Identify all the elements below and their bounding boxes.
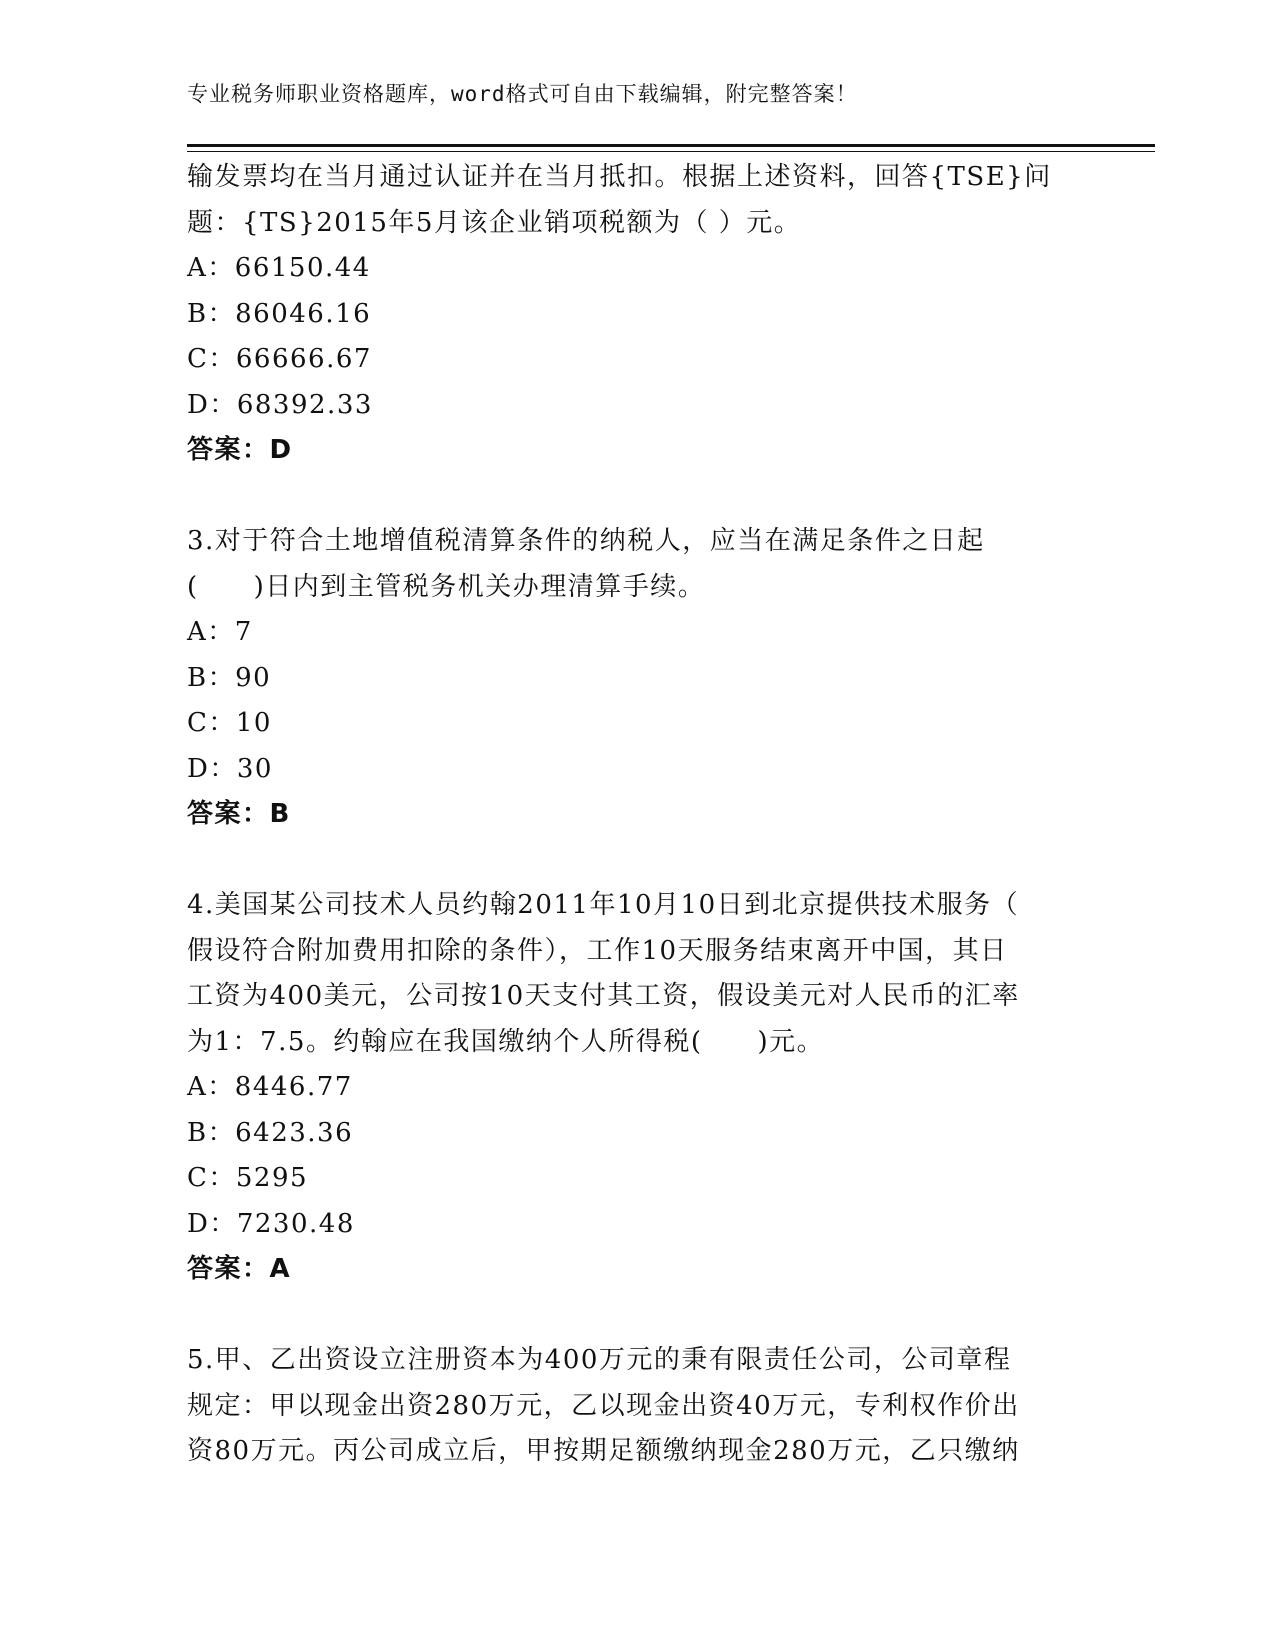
option-a: A：7 — [187, 617, 253, 647]
question-text-line: 4.美国某公司技术人员约翰2011年10月10日到北京提供技术服务（ — [187, 890, 1020, 920]
answer-line: 答案：D — [187, 435, 293, 465]
question-text-line: 题：{TS}2015年5月该企业销项税额为（ ）元。 — [187, 207, 802, 238]
option-a: A：8446.77 — [187, 1072, 353, 1102]
option-c: C：66666.67 — [187, 344, 372, 374]
option-a: A：66150.44 — [187, 253, 371, 283]
question-block — [187, 883, 1077, 1293]
answer-line: 答案：B — [187, 799, 291, 829]
option-b: B：6423.36 — [187, 1117, 354, 1148]
question-block — [187, 519, 1077, 838]
question-text-line: 资80万元。丙公司成立后，甲按期足额缴纳现金280万元，乙只缴纳 — [187, 1436, 1020, 1466]
option-c: C：10 — [187, 708, 272, 738]
option-d: D：68392.33 — [187, 389, 373, 420]
spacer — [187, 1293, 1077, 1339]
question-block — [187, 1338, 1077, 1475]
question-text-line: 输发票均在当月通过认证并在当月抵扣。根据上述资料，回答{TSE}问 — [187, 162, 1052, 192]
question-text-line: ( )日内到主管税务机关办理清算手续。 — [187, 571, 706, 602]
spacer — [187, 838, 1077, 884]
question-text-line: 5.甲、乙出资设立注册资本为400万元的秉有限责任公司，公司章程 — [187, 1345, 1012, 1375]
spacer — [187, 474, 1077, 520]
header-note: 专业税务师职业资格题库，word格式可自由下载编辑，附完整答案！ — [187, 82, 858, 106]
option-b: B：86046.16 — [187, 298, 372, 329]
option-c: C：5295 — [187, 1163, 309, 1193]
question-text-line: 工资为400美元，公司按10天支付其工资，假设美元对人民币的汇率 — [187, 981, 1020, 1011]
option-d: D：7230.48 — [187, 1208, 355, 1239]
question-list — [187, 155, 1077, 1475]
option-d: D：30 — [187, 753, 273, 784]
option-b: B：90 — [187, 662, 272, 693]
question-text-line: 规定：甲以现金出资280万元，乙以现金出资40万元，专利权作价出 — [187, 1390, 1020, 1421]
question-text-line: 假设符合附加费用扣除的条件），工作10天服务结束离开中国，其日 — [187, 935, 1008, 966]
question-text-line: 为1：7.5。约翰应在我国缴纳个人所得税( )元。 — [187, 1026, 825, 1057]
question-block — [187, 155, 1077, 474]
header-divider-thin — [187, 151, 1155, 152]
question-text-line: 3.对于符合土地增值税清算条件的纳税人，应当在满足条件之日起 — [187, 526, 985, 556]
answer-line: 答案：A — [187, 1254, 292, 1284]
header-divider-thick — [187, 144, 1155, 147]
